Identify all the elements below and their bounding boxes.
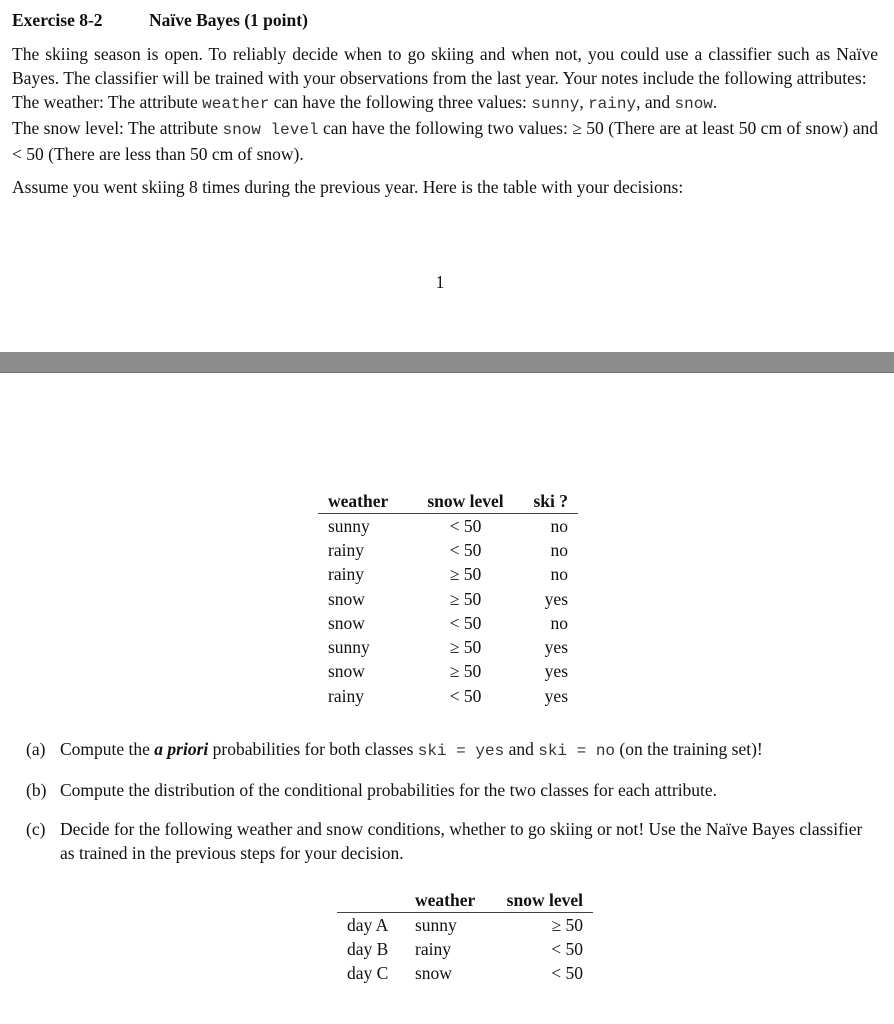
cell-weather: snow — [328, 588, 365, 609]
cell-weather: snow — [328, 612, 365, 633]
cell-weather: rainy — [415, 938, 451, 959]
qa-emphasis: a priori — [154, 739, 209, 759]
question-text: Compute the distribution of the conditional probabilities for the two classes for each attribute. — [60, 780, 718, 800]
table-row — [318, 587, 578, 611]
class-ski-no: ski = no — [538, 742, 616, 760]
cell-snow: < 50 — [449, 612, 482, 633]
header-snow-level: snow level — [506, 889, 583, 910]
header-weather: weather — [415, 889, 476, 910]
test-days-table — [337, 888, 593, 986]
class-ski-yes: ski = yes — [417, 742, 505, 760]
and-word: and — [644, 92, 671, 112]
exercise-header — [12, 10, 308, 31]
training-table — [318, 489, 578, 708]
question-list — [26, 737, 878, 880]
weather-line-middle: can have the following three values: — [273, 92, 527, 112]
intro-paragraph: The skiing season is open. To reliably decide when to go skiing and when not, you could use a classifier such as Naïve Bayes. The classifier will be trained with your observations from the last year. Your notes include the following attributes: — [12, 44, 878, 88]
cell-snow: ≥ 50 — [449, 588, 482, 609]
header-day — [337, 888, 405, 913]
value-rainy: rainy — [588, 95, 637, 113]
cell-ski: no — [550, 612, 568, 633]
weather-attribute-line: The weather: The attribute weather can have the following three values: sunny, rainy, and snow. — [12, 92, 718, 113]
exercise-title: Naïve Bayes (1 point) — [148, 10, 308, 30]
header-snow-level: snow level — [427, 490, 504, 511]
cell-snow: < 50 — [551, 938, 583, 959]
intro-text — [12, 42, 878, 199]
table-row — [318, 611, 578, 635]
table-row — [337, 937, 593, 961]
cell-weather: rainy — [328, 539, 364, 560]
snow-line-middle: can have the following two values: ≥ 50 (There are at least 50 cm of snow) and < 50 (There are less than 50 cm of snow). — [12, 118, 879, 164]
table-row — [337, 962, 593, 986]
question-label: (b) — [26, 780, 47, 800]
cell-snow: ≥ 50 — [551, 914, 583, 935]
cell-weather: rainy — [328, 564, 364, 585]
cell-snow: < 50 — [449, 685, 482, 706]
weather-attr-code: weather — [202, 95, 270, 113]
table-row — [318, 660, 578, 684]
qa-and: and — [508, 739, 534, 759]
table-row — [318, 635, 578, 659]
cell-weather: sunny — [328, 637, 370, 658]
snow-attribute-line — [12, 116, 878, 166]
training-table-header — [318, 489, 578, 514]
cell-ski: yes — [544, 637, 568, 658]
page-break-bar — [0, 352, 894, 373]
cell-ski: yes — [544, 685, 568, 706]
cell-ski: yes — [544, 661, 568, 682]
question-text: Decide for the following weather and snow conditions, whether to go skiing or not! Use the Naïve Bayes classifier as trained in the previous steps for your decision. — [60, 819, 863, 863]
question-a — [26, 737, 878, 763]
cell-snow: ≥ 50 — [449, 564, 482, 585]
test-table-header — [337, 888, 593, 913]
question-label: (a) — [26, 739, 46, 759]
cell-weather: rainy — [328, 685, 364, 706]
exercise-number: Exercise 8-2 — [12, 10, 103, 30]
weather-line-prefix: The weather: The attribute — [12, 92, 198, 112]
question-c — [26, 817, 878, 865]
cell-ski: no — [550, 515, 568, 536]
cell-day: day C — [347, 963, 389, 984]
cell-ski: yes — [544, 588, 568, 609]
snow-attr-code: snow level — [222, 121, 319, 139]
header-weather: weather — [328, 490, 389, 511]
table-row — [318, 514, 578, 539]
cell-snow: ≥ 50 — [449, 637, 482, 658]
cell-snow: < 50 — [551, 963, 583, 984]
qa-middle: probabilities for both classes — [212, 739, 414, 759]
qa-suffix: (on the training set)! — [619, 739, 763, 759]
cell-snow: < 50 — [449, 539, 482, 560]
qa-prefix: Compute the — [60, 739, 150, 759]
cell-day: day A — [347, 914, 389, 935]
table-row — [337, 913, 593, 938]
value-sunny: sunny — [531, 95, 580, 113]
cell-weather: sunny — [415, 914, 457, 935]
cell-snow: < 50 — [449, 515, 482, 536]
table-row — [318, 563, 578, 587]
cell-snow: ≥ 50 — [449, 661, 482, 682]
table-row — [318, 684, 578, 708]
training-intro: Assume you went skiing 8 times during the previous year. Here is the table with your decisions: — [12, 177, 684, 197]
cell-weather: snow — [328, 661, 365, 682]
value-snow: snow — [674, 95, 713, 113]
question-text — [60, 737, 878, 763]
cell-weather: sunny — [328, 515, 370, 536]
question-b — [26, 778, 878, 802]
question-label: (c) — [26, 819, 46, 839]
cell-weather: snow — [415, 963, 452, 984]
table-row — [318, 538, 578, 562]
snow-line-prefix: The snow level: The attribute — [12, 118, 219, 138]
header-ski: ski ? — [533, 490, 568, 511]
cell-ski: no — [550, 539, 568, 560]
cell-day: day B — [347, 938, 389, 959]
cell-ski: no — [550, 564, 568, 585]
page-number: 1 — [435, 272, 445, 292]
